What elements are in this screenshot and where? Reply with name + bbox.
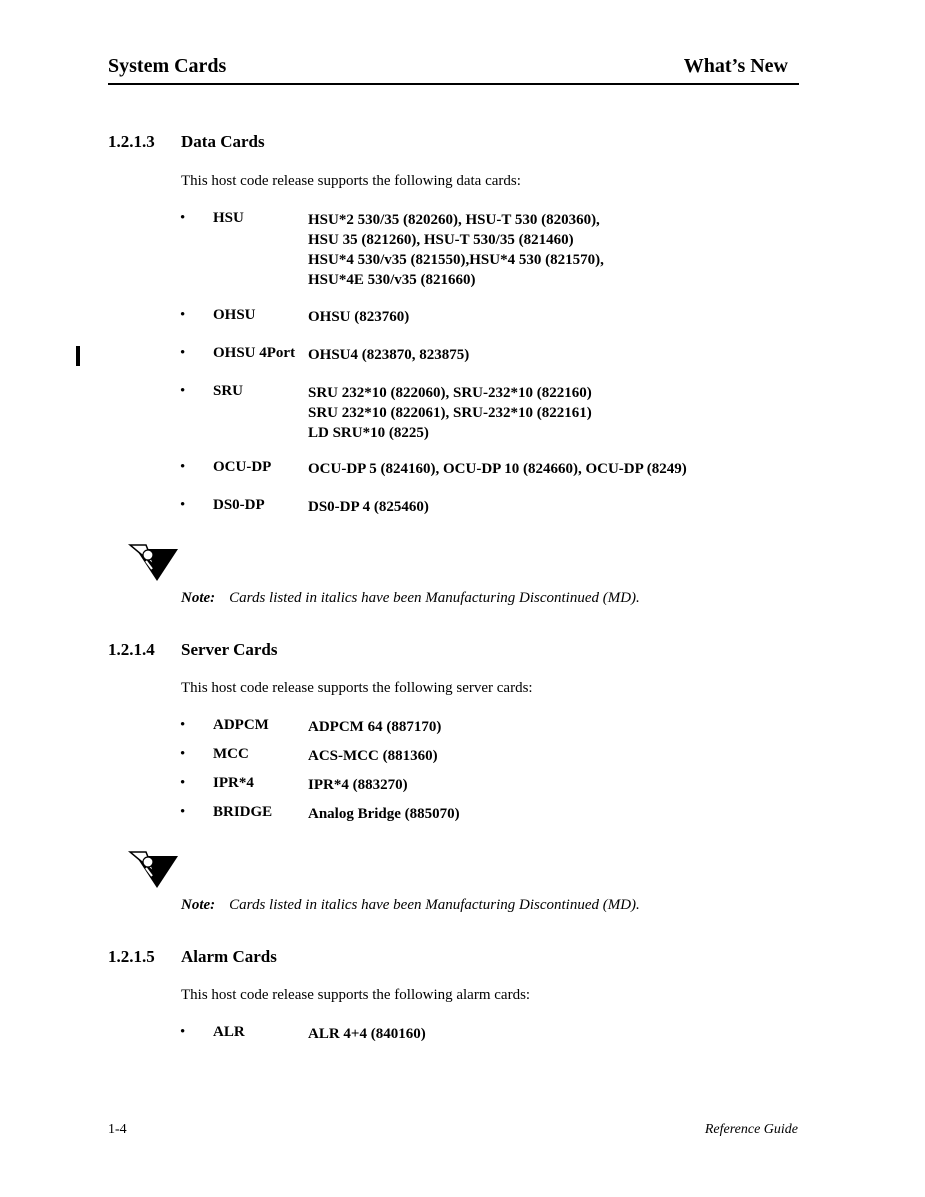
card-label: BRIDGE: [213, 804, 273, 820]
card-description-line: LD SRU*10 (8225): [308, 425, 429, 441]
card-description-line: OCU-DP 5 (824160), OCU-DP 10 (824660), OCU-DP (8249): [308, 461, 687, 477]
card-label: OHSU: [213, 307, 256, 323]
card-description-line: SRU 232*10 (822060), SRU-232*10 (822160): [308, 385, 592, 401]
card-label: ALR: [213, 1024, 245, 1040]
section-title: Data Cards: [181, 132, 265, 151]
card-description: [308, 459, 687, 479]
bullet: •: [180, 775, 186, 791]
bullet: •: [180, 345, 186, 361]
card-label: OCU-DP: [213, 459, 272, 475]
bullet: •: [180, 383, 186, 399]
note-label: Note:: [181, 897, 216, 913]
card-description-line: HSU*4E 530/v35 (821660): [308, 272, 476, 288]
bullet: •: [180, 307, 186, 323]
bullet: •: [180, 1024, 186, 1040]
bullet: •: [180, 804, 186, 820]
section-title: Alarm Cards: [181, 947, 277, 966]
card-description-line: ALR 4+4 (840160): [308, 1026, 426, 1042]
bullet: •: [180, 210, 186, 226]
bullet: •: [180, 717, 186, 733]
card-label: ADPCM: [213, 717, 269, 733]
page-number: 1-4: [108, 1122, 127, 1137]
header-right-title: What’s New: [683, 55, 788, 77]
card-description: [308, 383, 592, 443]
card-label: OHSU 4Port: [213, 345, 296, 361]
note-text: Cards listed in italics have been Manufacturing Discontinued (MD).: [229, 897, 640, 913]
card-label: HSU: [213, 210, 244, 226]
card-description-line: OHSU (823760): [308, 309, 410, 325]
lightbulb-note-icon: [128, 850, 180, 890]
card-description: [308, 746, 438, 766]
section-intro: This host code release supports the following alarm cards:: [181, 987, 531, 1003]
card-description-line: DS0-DP 4 (825460): [308, 499, 429, 515]
lightbulb-note-icon: [128, 543, 180, 583]
header-rule: [108, 83, 799, 85]
card-description: [308, 717, 441, 737]
bullet: •: [180, 746, 186, 762]
card-description: [308, 775, 408, 795]
note: [181, 897, 640, 914]
card-description-line: IPR*4 (883270): [308, 777, 408, 793]
note-label: Note:: [181, 590, 216, 606]
card-description: [308, 307, 409, 327]
bullet: •: [180, 497, 186, 513]
card-description-line: ADPCM 64 (887170): [308, 719, 442, 735]
card-label: MCC: [213, 746, 249, 762]
card-description: [308, 345, 469, 365]
card-description-line: HSU*4 530/v35 (821550),HSU*4 530 (821570),: [308, 252, 604, 268]
section-intro: This host code release supports the following server cards:: [181, 680, 533, 696]
card-description: [308, 804, 460, 824]
note-text: Cards listed in italics have been Manufacturing Discontinued (MD).: [229, 590, 640, 606]
card-label: DS0-DP: [213, 497, 265, 513]
card-description-line: OHSU4 (823870, 823875): [308, 347, 470, 363]
section-number: 1.2.1.4: [108, 640, 155, 659]
card-description: [308, 210, 604, 290]
card-description: [308, 1024, 426, 1044]
header-left-title: System Cards: [108, 55, 227, 77]
section-title: Server Cards: [181, 640, 278, 659]
card-description-line: ACS-MCC (881360): [308, 748, 438, 764]
card-label: SRU: [213, 383, 244, 399]
change-bar: [76, 346, 80, 366]
card-description-line: HSU*2 530/35 (820260), HSU-T 530 (820360),: [308, 212, 600, 228]
section-number: 1.2.1.3: [108, 132, 155, 151]
section-number: 1.2.1.5: [108, 947, 155, 966]
card-label: IPR*4: [213, 775, 254, 791]
card-description-line: Analog Bridge (885070): [308, 806, 460, 822]
card-description: [308, 497, 429, 517]
section-intro: This host code release supports the following data cards:: [181, 173, 521, 189]
bullet: •: [180, 459, 186, 475]
card-description-line: SRU 232*10 (822061), SRU-232*10 (822161): [308, 405, 592, 421]
card-description-line: HSU 35 (821260), HSU-T 530/35 (821460): [308, 232, 574, 248]
note: [181, 590, 640, 607]
footer-guide-title: Reference Guide: [704, 1122, 798, 1137]
